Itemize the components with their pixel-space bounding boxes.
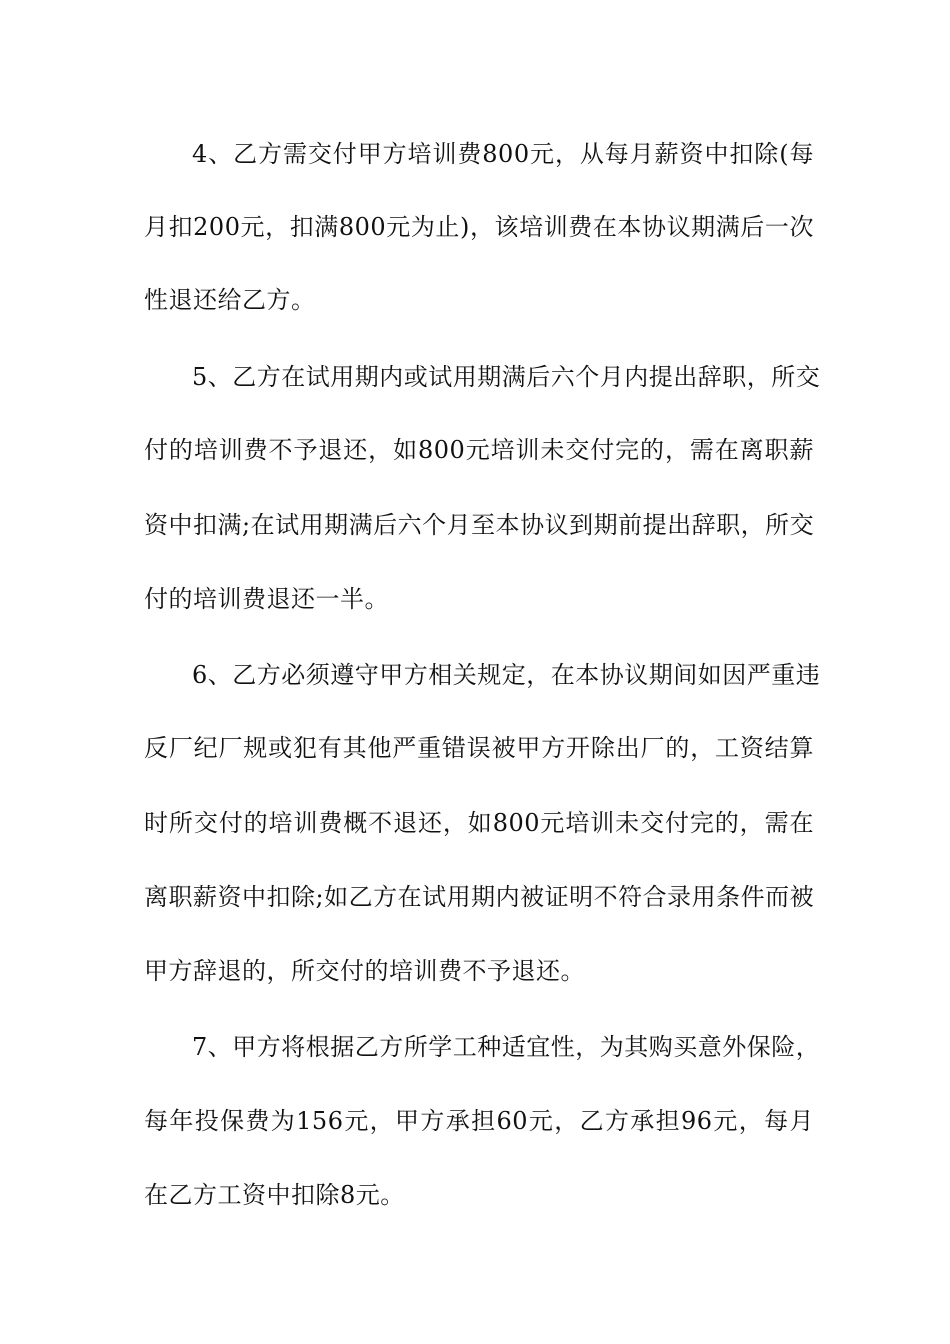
paragraph-4-line-1: 4、乙方需交付甲方培训费800元，从每月薪资中扣除(每 <box>192 140 814 168</box>
paragraph-7-line-1: 7、甲方将根据乙方所学工种适宜性，为其购买意外保险， <box>192 1033 821 1061</box>
paragraph-5-line-1: 5、乙方在试用期内或试用期满后六个月内提出辞职，所交 <box>192 363 821 391</box>
paragraph-5-line-4: 付的培训费退还一半。 <box>144 585 389 613</box>
paragraph-6-line-2: 反厂纪厂规或犯有其他严重错误被甲方开除出厂的，工资结算 <box>144 734 814 762</box>
paragraph-4-line-3: 性退还给乙方。 <box>144 286 316 314</box>
paragraph-6-line-1: 6、乙方必须遵守甲方相关规定，在本协议期间如因严重违 <box>192 661 821 689</box>
paragraph-7-line-3: 在乙方工资中扣除8元。 <box>144 1181 405 1209</box>
paragraph-6-line-5: 甲方辞退的，所交付的培训费不予退还。 <box>144 957 585 985</box>
paragraph-4-line-2: 月扣200元，扣满800元为止)，该培训费在本协议期满后一次 <box>144 213 814 241</box>
paragraph-5-line-3: 资中扣满;在试用期满后六个月至本协议到期前提出辞职，所交 <box>144 511 815 539</box>
paragraph-6-line-3: 时所交付的培训费概不退还，如800元培训未交付完的，需在 <box>144 809 814 837</box>
paragraph-5-line-2: 付的培训费不予退还，如800元培训未交付完的，需在离职薪 <box>144 436 814 464</box>
paragraph-6-line-4: 离职薪资中扣除;如乙方在试用期内被证明不符合录用条件而被 <box>144 883 815 911</box>
paragraph-7-line-2: 每年投保费为156元，甲方承担60元，乙方承担96元，每月 <box>144 1107 814 1135</box>
